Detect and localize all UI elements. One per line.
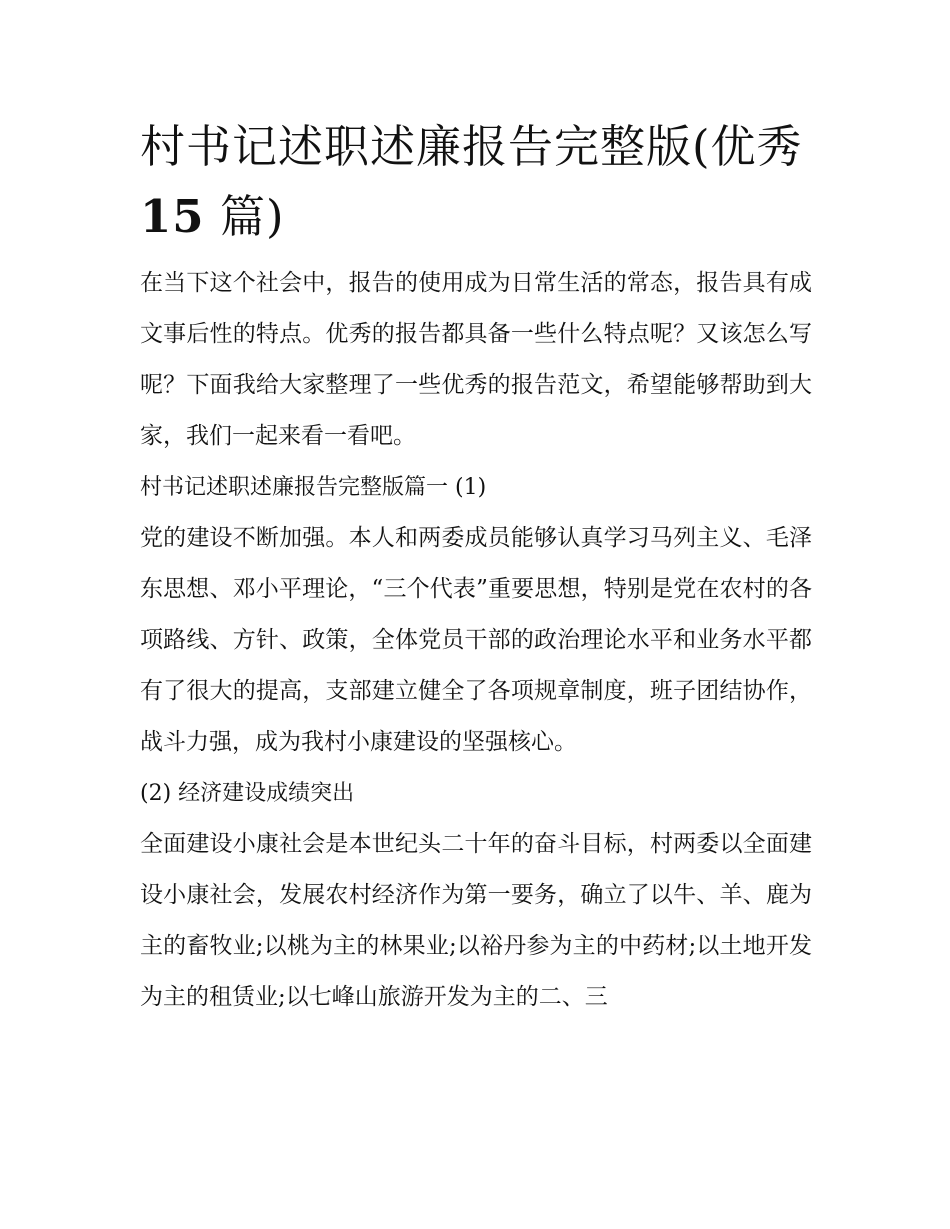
document-page	[140, 112, 812, 1023]
section-paragraph-2: 全面建设小康社会是本世纪头二十年的奋斗目标，村两委以全面建设小康社会，发展农村经济作为第一要务，确立了以牛、羊、鹿为主的畜牧业;以桃为主的林果业;以裕丹参为主的中药材;以土地开发为主的租赁业;以七峰山旅游开发为主的二、三	[140, 831, 812, 1010]
title-text-end: 篇)	[219, 190, 285, 243]
title-number: 15	[140, 190, 205, 243]
section-heading-1: 村书记述职述廉报告完整版篇一 (1)	[140, 475, 487, 500]
document-title	[140, 112, 812, 252]
title-text: 村书记述职述廉报告完整版(优秀	[140, 120, 803, 173]
intro-paragraph: 在当下这个社会中，报告的使用成为日常生活的常态，报告具有成文事后性的特点。优秀的报告都具备一些什么特点呢？又该怎么写呢？下面我给大家整理了一些优秀的报告范文，希望能够帮助到大家，我们一起来看一看吧。	[140, 270, 812, 449]
section-paragraph-1: 党的建设不断加强。本人和两委成员能够认真学习马列主义、毛泽东思想、邓小平理论，“三个代表”重要思想，特别是党在农村的各项路线、方针、政策，全体党员干部的政治理论水平和业务水平都有了很大的提高，支部建立健全了各项规章制度，班子团结协作，战斗力强，成为我村小康建设的坚强核心。	[140, 525, 812, 755]
section-heading-2: (2) 经济建设成绩突出	[140, 781, 355, 806]
